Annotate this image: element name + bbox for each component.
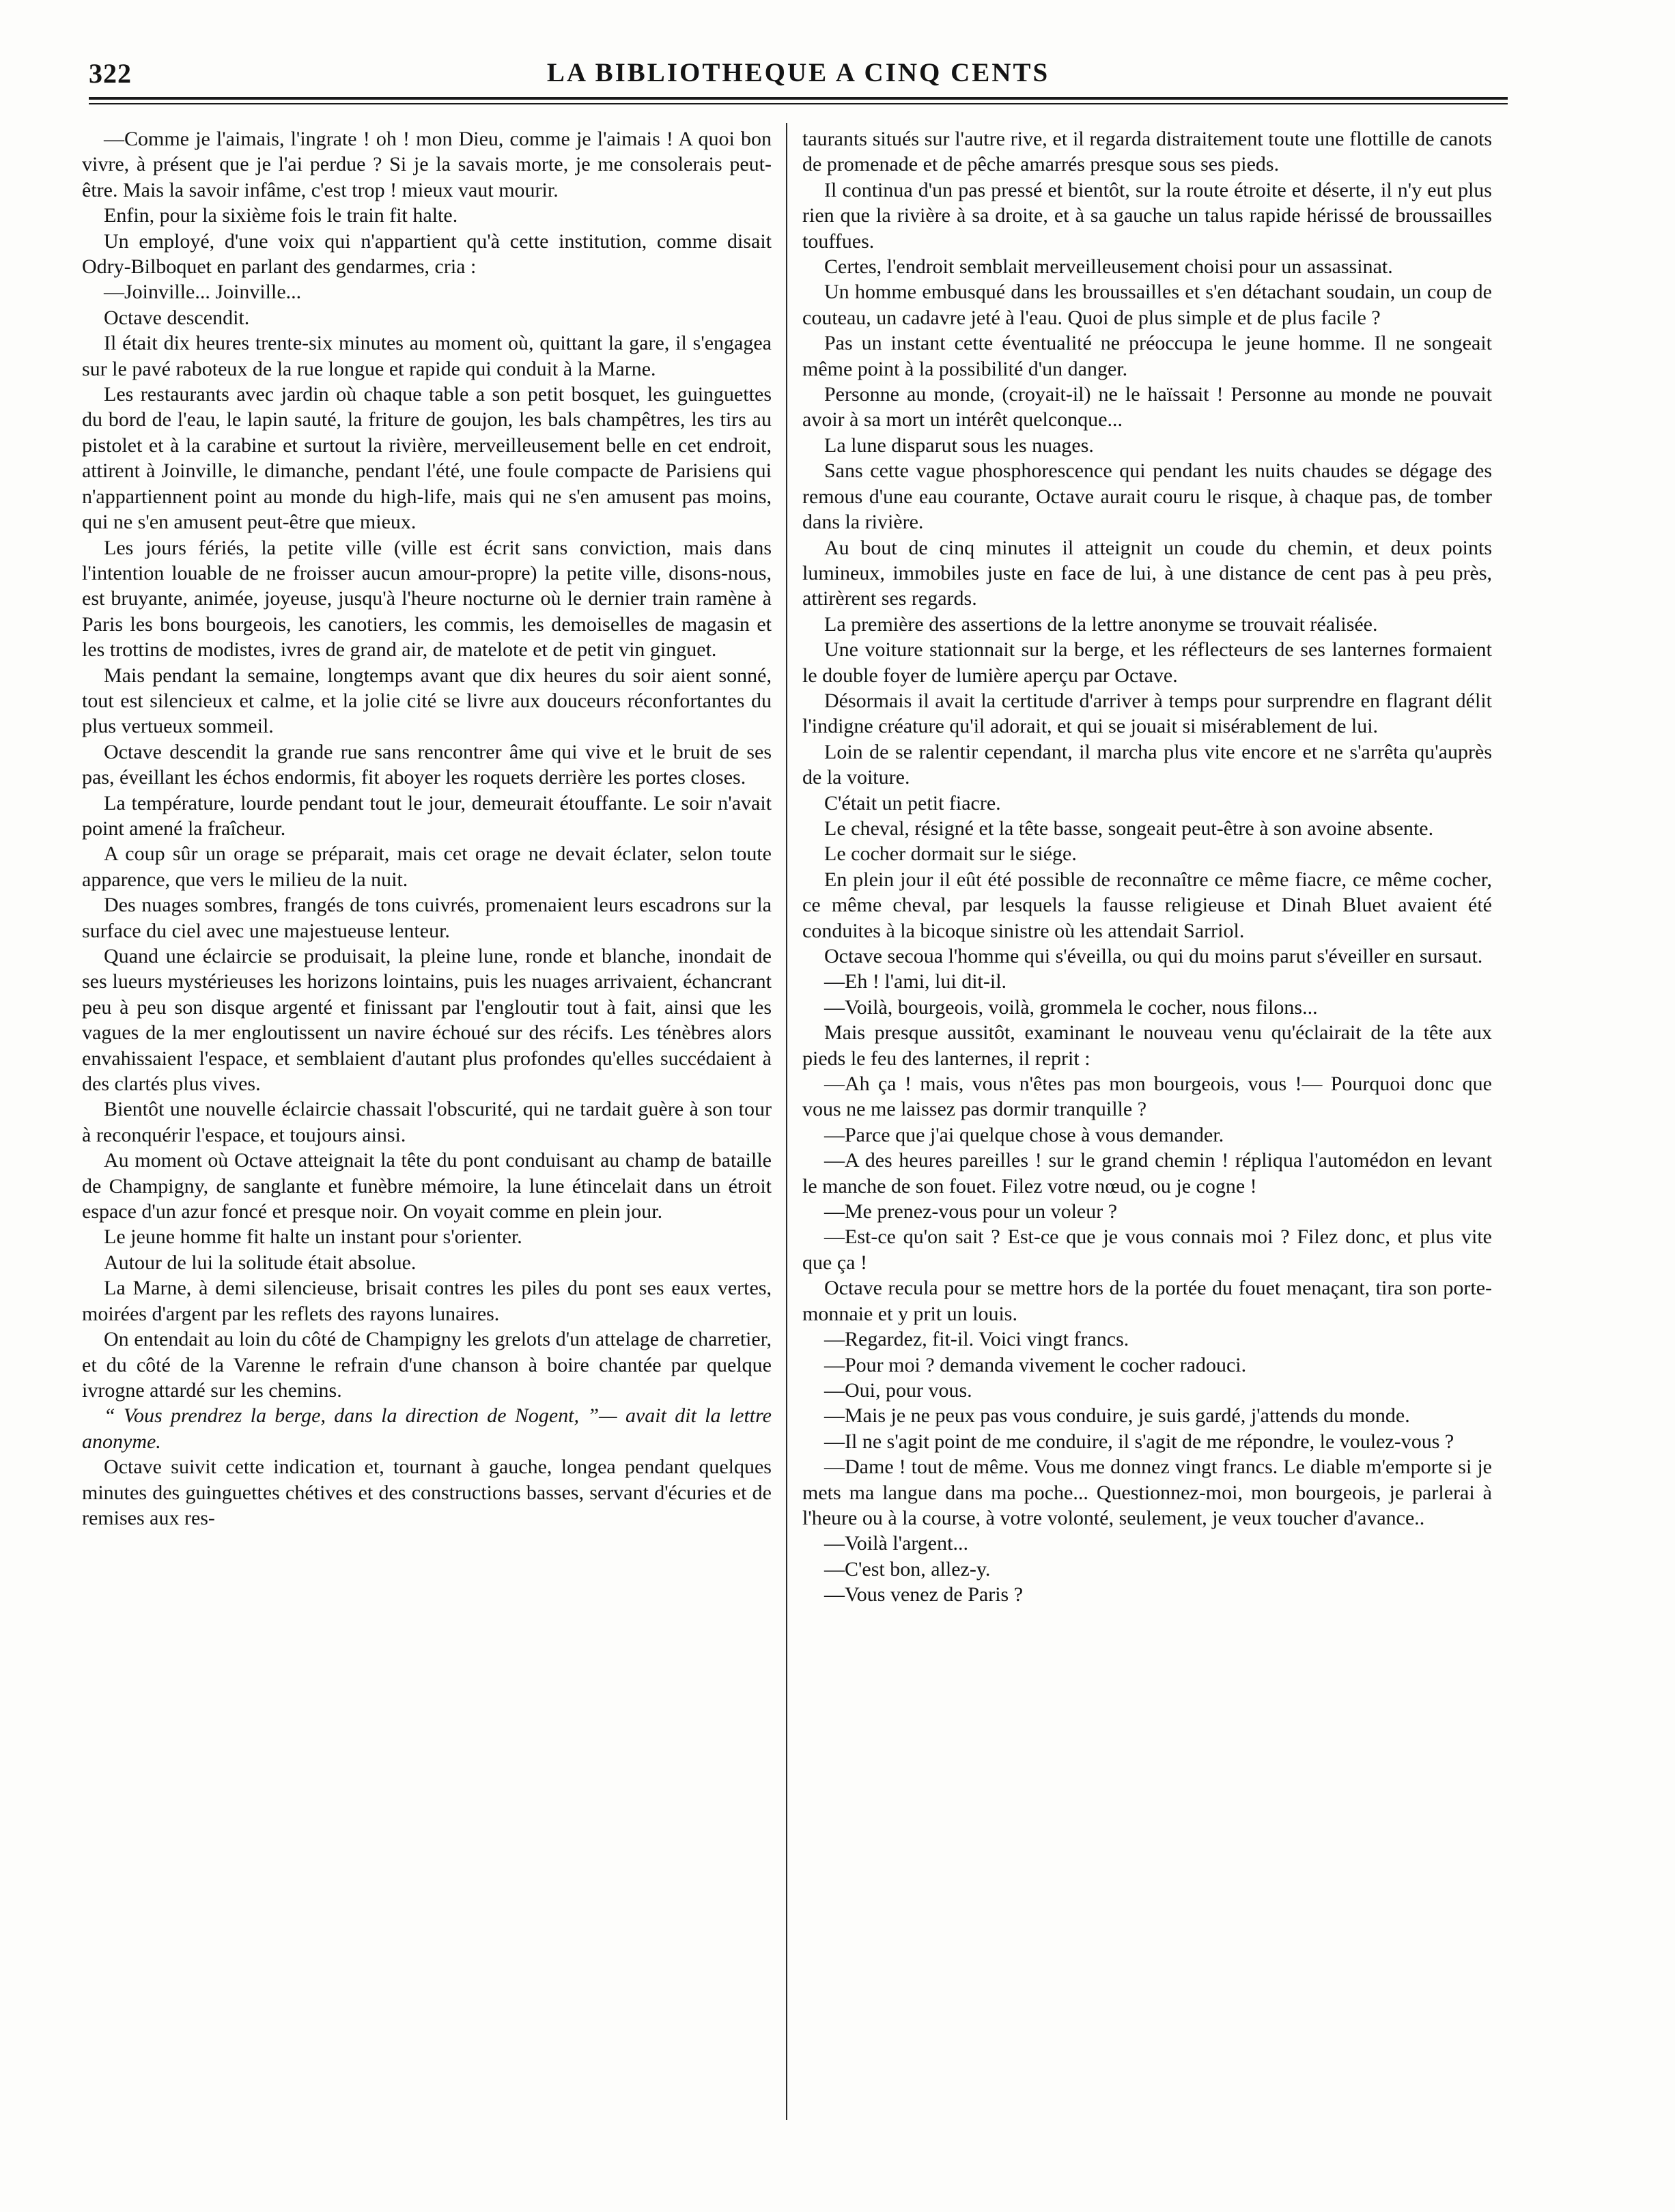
paragraph: —Voilà, bourgeois, voilà, grommela le cocher, nous filons... bbox=[824, 995, 1318, 1019]
paragraph: —Est-ce qu'on sait ? Est-ce que je vous connais moi ? Filez donc, et plus vite que ça ! bbox=[802, 1225, 1492, 1274]
paragraph: —Joinville... Joinville... bbox=[104, 281, 302, 304]
paragraph: —Comme je l'aimais, l'ingrate ! oh ! mon Dieu, comme je l'aimais ! A quoi bon vivre, à présent que je l'ai perdue ? Si je la savais morte, je me consolerais peut-être. Mais la savoir infâme, c'est trop ! mieux vaut mourir. bbox=[82, 128, 772, 201]
paragraph: Il continua d'un pas pressé et bientôt, sur la route étroite et déserte, il n'y eut plus rien que la rivière à sa droite, et à sa gauche un talus rapide hérissé de broussailles touffues. bbox=[802, 178, 1492, 253]
paragraph: Octave suivit cette indication et, tournant à gauche, longea pendant quelques minutes des guinguettes chétives et des constructions basses, servant d'écuries et de remises aux res- bbox=[82, 1456, 772, 1529]
paragraph: On entendait au loin du côté de Champigny les grelots d'un attelage de charretier, et du côté de la Varenne le refrain d'une chanson à boire chantée par quelque ivrogne attardé sur les chemins. bbox=[82, 1328, 772, 1402]
paragraph: Au bout de cinq minutes il atteignit un coude du chemin, et deux points lumineux, immobiles juste en face de lui, à une distance de cent pas à peu près, attirèrent ses regards. bbox=[802, 536, 1492, 610]
paragraph: —Me prenez-vous pour un voleur ? bbox=[824, 1200, 1118, 1223]
paragraph: Loin de se ralentir cependant, il marcha plus vite encore et ne s'arrêta qu'auprès de la voiture. bbox=[802, 740, 1492, 789]
paragraph: Le cocher dormait sur le siége. bbox=[824, 842, 1077, 866]
paragraph: Octave descendit. bbox=[104, 306, 250, 329]
header-rule-thick bbox=[89, 97, 1508, 100]
paragraph: En plein jour il eût été possible de reconnaître ce même fiacre, ce même cocher, ce même cheval, par lesquels la fausse religieuse et Dinah Bluet avaient été conduites à la bicoque sinistre où les attendait Sarriol. bbox=[802, 868, 1492, 942]
paragraph: Pas un instant cette éventualité ne préoccupa le jeune homme. Il ne songeait même point à la possibilité d'un danger. bbox=[802, 332, 1492, 380]
paragraph: Mais presque aussitôt, examinant le nouveau venu qu'éclairait de la tête aux pieds le feu des lanternes, il reprit : bbox=[802, 1021, 1492, 1070]
paragraph: —Parce que j'ai quelque chose à vous demander. bbox=[824, 1123, 1224, 1146]
paragraph: Les jours fériés, la petite ville (ville est écrit sans conviction, mais dans l'intention louable de ne froisser aucun amour-propre) la petite ville, disons-nous, est bruyante, animée, joyeuse, jusqu'à l'heure nocturne où le dernier train ramène à Paris les bons bourgeois, les canotiers, les commis, les demoiselles de magasin et les trottins de modistes, ivres de grand air, de matelote et de petit vin ginguet. bbox=[82, 536, 772, 662]
paragraph: —Vous venez de Paris ? bbox=[824, 1583, 1024, 1606]
paragraph: Un homme embusqué dans les broussailles et s'en détachant soudain, un coup de couteau, un cadavre jeté à l'eau. Quoi de plus simple et de plus facile ? bbox=[802, 281, 1492, 329]
paragraph: Bientôt une nouvelle éclaircie chassait l'obscurité, qui ne tardait guère à son tour à reconquérir l'espace, et toujours ainsi. bbox=[82, 1098, 772, 1146]
paragraph: Sans cette vague phosphorescence qui pendant les nuits chaudes se dégage des remous d'une eau courante, Octave aurait couru le risque, à chaque pas, de tomber dans la rivière. bbox=[802, 459, 1492, 534]
paragraph: La Marne, à demi silencieuse, brisait contres les piles du pont ses eaux vertes, moirées d'argent par les reflets des rayons lunaires. bbox=[82, 1277, 772, 1325]
paragraph: Octave descendit la grande rue sans rencontrer âme qui vive et le bruit de ses pas, éveillant les échos endormis, fit aboyer les roquets derrière les portes closes. bbox=[82, 740, 772, 789]
paragraph: C'était un petit fiacre. bbox=[824, 791, 1001, 814]
paragraph: Enfin, pour la sixième fois le train fit halte. bbox=[104, 204, 458, 227]
paragraph: —C'est bon, allez-y. bbox=[824, 1557, 991, 1580]
paragraph: —Dame ! tout de même. Vous me donnez vingt francs. Le diable m'emporte si je mets ma langue dans ma poche... Questionnez-moi, mon bourgeois, je parlerai à l'heure ou à la course, à votre volonté, seulement, je veux toucher d'avance.. bbox=[802, 1456, 1492, 1529]
page-number: 322 bbox=[89, 58, 132, 89]
paragraph: Le cheval, résigné et la tête basse, songeait peut-être à son avoine absente. bbox=[824, 817, 1434, 840]
left-text-column bbox=[82, 126, 772, 2140]
paragraph: —A des heures pareilles ! sur le grand chemin ! répliqua l'automédon en levant le manche de son fouet. Filez votre nœud, ou je cogne ! bbox=[802, 1149, 1492, 1197]
paragraph: Désormais il avait la certitude d'arriver à temps pour surprendre en flagrant délit l'indigne créature qu'il adorait, et qui se jouait si misérablement de lui. bbox=[802, 689, 1492, 738]
paragraph: —Mais je ne peux pas vous conduire, je suis gardé, j'attends du monde. bbox=[824, 1404, 1410, 1428]
header-rule-thin bbox=[89, 103, 1508, 104]
paragraph: —Ah ça ! mais, vous n'êtes pas mon bourgeois, vous !— Pourquoi donc que vous ne me laissez pas dormir tranquille ? bbox=[802, 1073, 1492, 1121]
paragraph: “ Vous prendrez la berge, dans la direction de Nogent, ”— avait dit la lettre anonyme. bbox=[82, 1404, 772, 1453]
paragraph: Octave recula pour se mettre hors de la portée du fouet menaçant, tira son porte-monnaie et y prit un louis. bbox=[802, 1277, 1492, 1325]
paragraph: La température, lourde pendant tout le jour, demeurait étouffante. Le soir n'avait point amené la fraîcheur. bbox=[82, 791, 772, 840]
paragraph: —Voilà l'argent... bbox=[824, 1532, 968, 1555]
paragraph: Il était dix heures trente-six minutes au moment où, quittant la gare, il s'engagea sur le pavé raboteux de la rue longue et rapide qui conduit à la Marne. bbox=[82, 332, 772, 380]
paragraph: —Oui, pour vous. bbox=[824, 1378, 972, 1402]
paragraph: La lune disparut sous les nuages. bbox=[824, 434, 1094, 457]
page-header bbox=[89, 57, 1508, 98]
paragraph: Au moment où Octave atteignait la tête du pont conduisant au champ de bataille de Champigny, de sanglante et funèbre mémoire, la lune étincelait dans un étroit espace d'un azur foncé et presque noir. On voyait comme en plein jour. bbox=[82, 1149, 772, 1223]
paragraph: A coup sûr un orage se préparait, mais cet orage ne devait éclater, selon toute apparence, que vers le milieu de la nuit. bbox=[82, 842, 772, 891]
paragraph: —Eh ! l'ami, lui dit-il. bbox=[824, 970, 1007, 993]
paragraph: taurants situés sur l'autre rive, et il regarda distraitement toute une flottille de canots de promenade et de pêche amarrés presque sous ses pieds. bbox=[802, 128, 1492, 176]
paragraph: Octave secoua l'homme qui s'éveilla, ou qui du moins parut s'éveiller en sursaut. bbox=[824, 945, 1483, 967]
paragraph: Une voiture stationnait sur la berge, et les réflecteurs de ses lanternes formaient le double foyer de lumière aperçu par Octave. bbox=[802, 638, 1492, 687]
paragraph: Personne au monde, (croyait-il) ne le haïssait ! Personne au monde ne pouvait avoir à sa mort un intérêt quelconque... bbox=[802, 383, 1492, 431]
paragraph: Les restaurants avec jardin où chaque table a son petit bosquet, les guinguettes du bord de l'eau, le lapin sauté, la friture de goujon, les bals champêtres, les tirs au pistolet et à la carabine et surtout la rivière, merveilleusement belle en cet endroit, attirent à Joinville, le dimanche, pendant l'été, une foule compacte de Parisiens qui n'appartiennent point au monde du high-life, mais qui ne s'en amusent pas moins, qui ne s'en amusent peut-être que mieux. bbox=[82, 383, 772, 534]
paragraph: Certes, l'endroit semblait merveilleusement choisi pour un assassinat. bbox=[824, 255, 1393, 279]
paragraph: —Regardez, fit-il. Voici vingt francs. bbox=[824, 1328, 1129, 1351]
paragraph: —Il ne s'agit point de me conduire, il s'agit de me répondre, le voulez-vous ? bbox=[824, 1430, 1454, 1453]
running-title: LA BIBLIOTHEQUE A CINQ CENTS bbox=[546, 58, 1050, 87]
paragraph: Mais pendant la semaine, longtemps avant que dix heures du soir aient sonné, tout est silencieux et calme, et la jolie cité se livre aux douceurs réconfortantes du plus vertueux sommeil. bbox=[82, 664, 772, 738]
paragraph: —Pour moi ? demanda vivement le cocher radouci. bbox=[824, 1353, 1247, 1376]
paragraph: Le jeune homme fit halte un instant pour s'orienter. bbox=[104, 1225, 522, 1249]
column-divider bbox=[786, 123, 787, 2120]
paragraph: Des nuages sombres, frangés de tons cuivrés, promenaient leurs escadrons sur la surface du ciel avec une majestueuse lenteur. bbox=[82, 894, 772, 942]
paragraph: Un employé, d'une voix qui n'appartient qu'à cette institution, comme disait Odry-Bilboquet en parlant des gendarmes, cria : bbox=[82, 229, 772, 279]
paragraph: La première des assertions de la lettre anonyme se trouvait réalisée. bbox=[824, 612, 1378, 636]
paragraph: Quand une éclaircie se produisait, la pleine lune, ronde et blanche, inondait de ses lueurs mystérieuses les horizons lointains, puis les nuages arrivaient, échancrant peu à peu son disque argenté et finissant par l'engloutir tout à fait, ainsi que les vagues de la mer engloutissent un navire échoué sur des récifs. Les ténèbres alors envahissaient l'espace, et semblaient d'autant plus profondes qu'elles succédaient à des clartés plus vives. bbox=[82, 945, 772, 1096]
paragraph: Autour de lui la solitude était absolue. bbox=[104, 1251, 417, 1274]
right-text-column bbox=[802, 126, 1492, 2140]
